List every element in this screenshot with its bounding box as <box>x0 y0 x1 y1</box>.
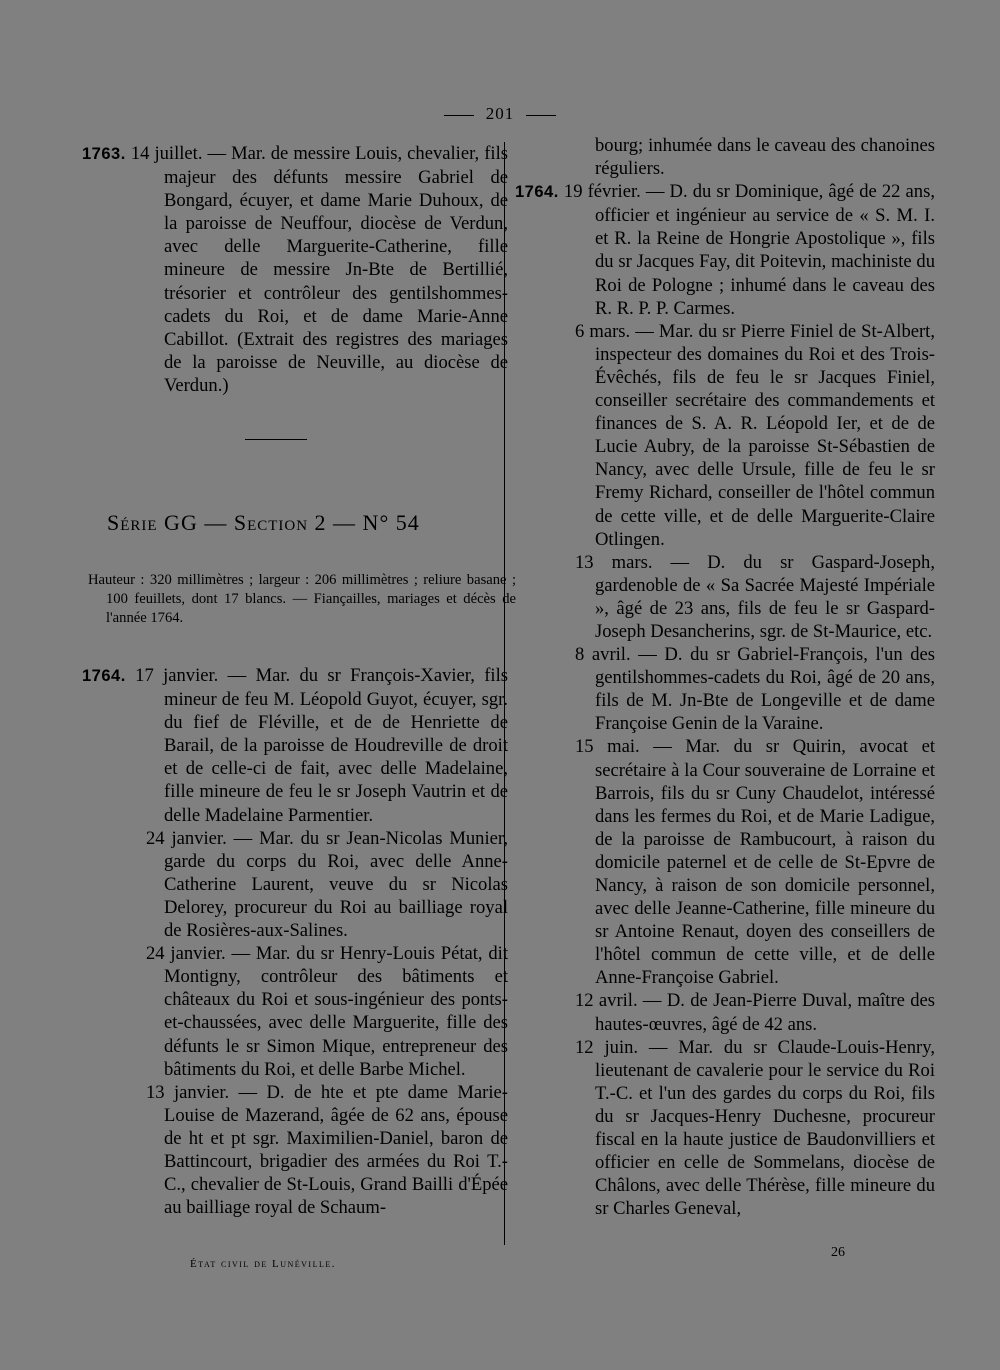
list-item: 13 janvier. — D. de hte et pte dame Marie-Louise de Mazerand, âgée de 62 ans, épouse de ht et pt sgr. Maximilien-Daniel, baron de Battincourt, brigadier des armées du Roi T.-C., chevalier de St-Louis, Grand Bailli d'Épée au bailliage royal de Schaum- <box>146 1081 508 1219</box>
signature-mark: 26 <box>831 1245 845 1260</box>
entry-text: 17 janvier. — Mar. du sr François-Xavier, fils mineur de feu M. Léopold Guyot, écuyer, sgr. du fief de Fléville, et de de Henriette de Barail, de la paroisse de Houdreville de droit et de celle-ci de fait, avec delle Madelaine, fille mineure de feu le sr Joseph Vautrin et de delle Madelaine Parmentier. <box>135 665 508 826</box>
section-rule <box>245 439 307 440</box>
right-column <box>515 134 935 1220</box>
list-item: 8 avril. — D. du sr Gabriel-François, l'un des gentilshommes-cadets du Roi, âgé de 20 ans, fils de M. Jn-Bte de Longeville et de dame Françoise Genin de la Varaine. <box>575 644 935 735</box>
entry-text: 14 juillet. — Mar. de messire Louis, chevalier, fils majeur des défunts messire Gabriel de Bongard, écuyer, et dame Marie Duhoux, de la paroisse de Neuffour, diocèse de Verdun, avec delle Marguerite-Catherine, fille mineure de messire Jn-Bte de Bertillié, trésorier et contrôleur des gentilshommes-cadets du Roi, et de dame Marie-Anne Cabillot. (Extrait des registres des mariages de la paroisse de Neuville, au diocèse de Verdun.) <box>130 143 508 396</box>
entry-text: 19 février. — D. du sr Dominique, âgé de 22 ans, officier et ingénieur au service de « S. M. I. et R. la Reine de Hongrie Apostolique », fils du sr Jacques Fay, dit Poitevin, machiniste du Roi de Pologne ; inhumé dans le caveau des R. R. P. P. Carmes. <box>563 181 935 319</box>
list-item: 15 mai. — Mar. du sr Quirin, avocat et secrétaire à la Cour souveraine de Lorraine et Barrois, fils du sr Cuny Chaudelot, intéressé dans les fermes du Roi, et de Marie Ladigue, de la paroisse de Rambucourt, à raison du domicile paternel et de celle de St-Epvre de Nancy, à raison de son domicile personnel, avec delle Jeanne-Catherine, fille mineure du sr Antoine Renaut, doyen des conseillers de l'hôtel commun de cette ville, et de delle Anne-Françoise Gabriel. <box>575 736 935 989</box>
page-number-text: 201 <box>485 104 515 123</box>
entry-1764-right <box>515 180 935 320</box>
series-title: Série GG — Section 2 — N° 54 <box>107 510 420 535</box>
list-item: 6 mars. — Mar. du sr Pierre Finiel de St-Albert, inspecteur des domaines du Roi et des Trois-Évêchés, fils de feu le sr Jacques Finiel, conseiller secrétaire des commandements et finances de S. A. R. Léopold Ier, et de de Lucie Aubry, de la paroisse St-Sébastien de Nancy, avec delle Ursule, fille de feu le sr Fremy Richard, conseiller de l'hôtel commun de cette ville, et de delle Marguerite-Claire Otlingen. <box>575 320 935 550</box>
page-number <box>0 104 1000 124</box>
entry-1763 <box>82 142 508 397</box>
list-item: 12 avril. — D. de Jean-Pierre Duval, maître des hautes-œuvres, âgé de 42 ans. <box>575 990 935 1035</box>
list-item: 12 juin. — Mar. du sr Claude-Louis-Henry, lieutenant de cavalerie pour le service du Roi T.-C. et l'un des gardes du corps du Roi, fils du sr Jacques-Henry Duchesne, procureur fiscal en la haute justice de Baudonvilliers et officier en celle de Sommelans, diocèse de Châlons, avec delle Thérèse, fille mineure du sr Charles Geneval, <box>575 1036 935 1220</box>
entry-1764-left <box>82 664 508 827</box>
list-item: 24 janvier. — Mar. du sr Jean-Nicolas Munier, garde du corps du Roi, avec delle Anne-Catherine Laurent, veuve du sr Nicolas Delorey, procureur du Roi au bailliage royal de Rosières-aux-Salines. <box>146 827 508 942</box>
year-label: 1764. <box>82 667 126 685</box>
year-label: 1764. <box>515 183 559 202</box>
footer-title: État civil de Lunéville. <box>190 1258 336 1270</box>
dash-right <box>526 115 556 116</box>
left-column-lower <box>82 664 508 1219</box>
continuation-text: bourg; inhumée dans le caveau des chanoines réguliers. <box>595 135 935 180</box>
list-item: 24 janvier. — Mar. du sr Henry-Louis Pétat, dit Montigny, contrôleur des bâtiments et châteaux du Roi et sous-ingénieur des ponts-et-chaussées, avec delle Marguerite, fille des défunts le sr Simon Mique, entrepreneur des bâtiments du Roi, et delle Barbe Michel. <box>146 943 508 1080</box>
year-label: 1763. <box>82 145 126 163</box>
list-item: 13 mars. — D. du sr Gaspard-Joseph, gardenoble de « Sa Sacrée Majesté Impériale », âgé de 23 ans, fils de feu le sr Gaspard-Joseph Desancherins, sgr. de St-Maurice, etc. <box>575 551 935 642</box>
register-description: Hauteur : 320 millimètres ; largeur : 206 millimètres ; reliure basane ; 100 feuillets, dont 17 blancs. — Fiançailles, mariages et décès de l'année 1764. <box>88 572 516 626</box>
dash-left <box>444 115 474 116</box>
left-column <box>82 142 508 397</box>
